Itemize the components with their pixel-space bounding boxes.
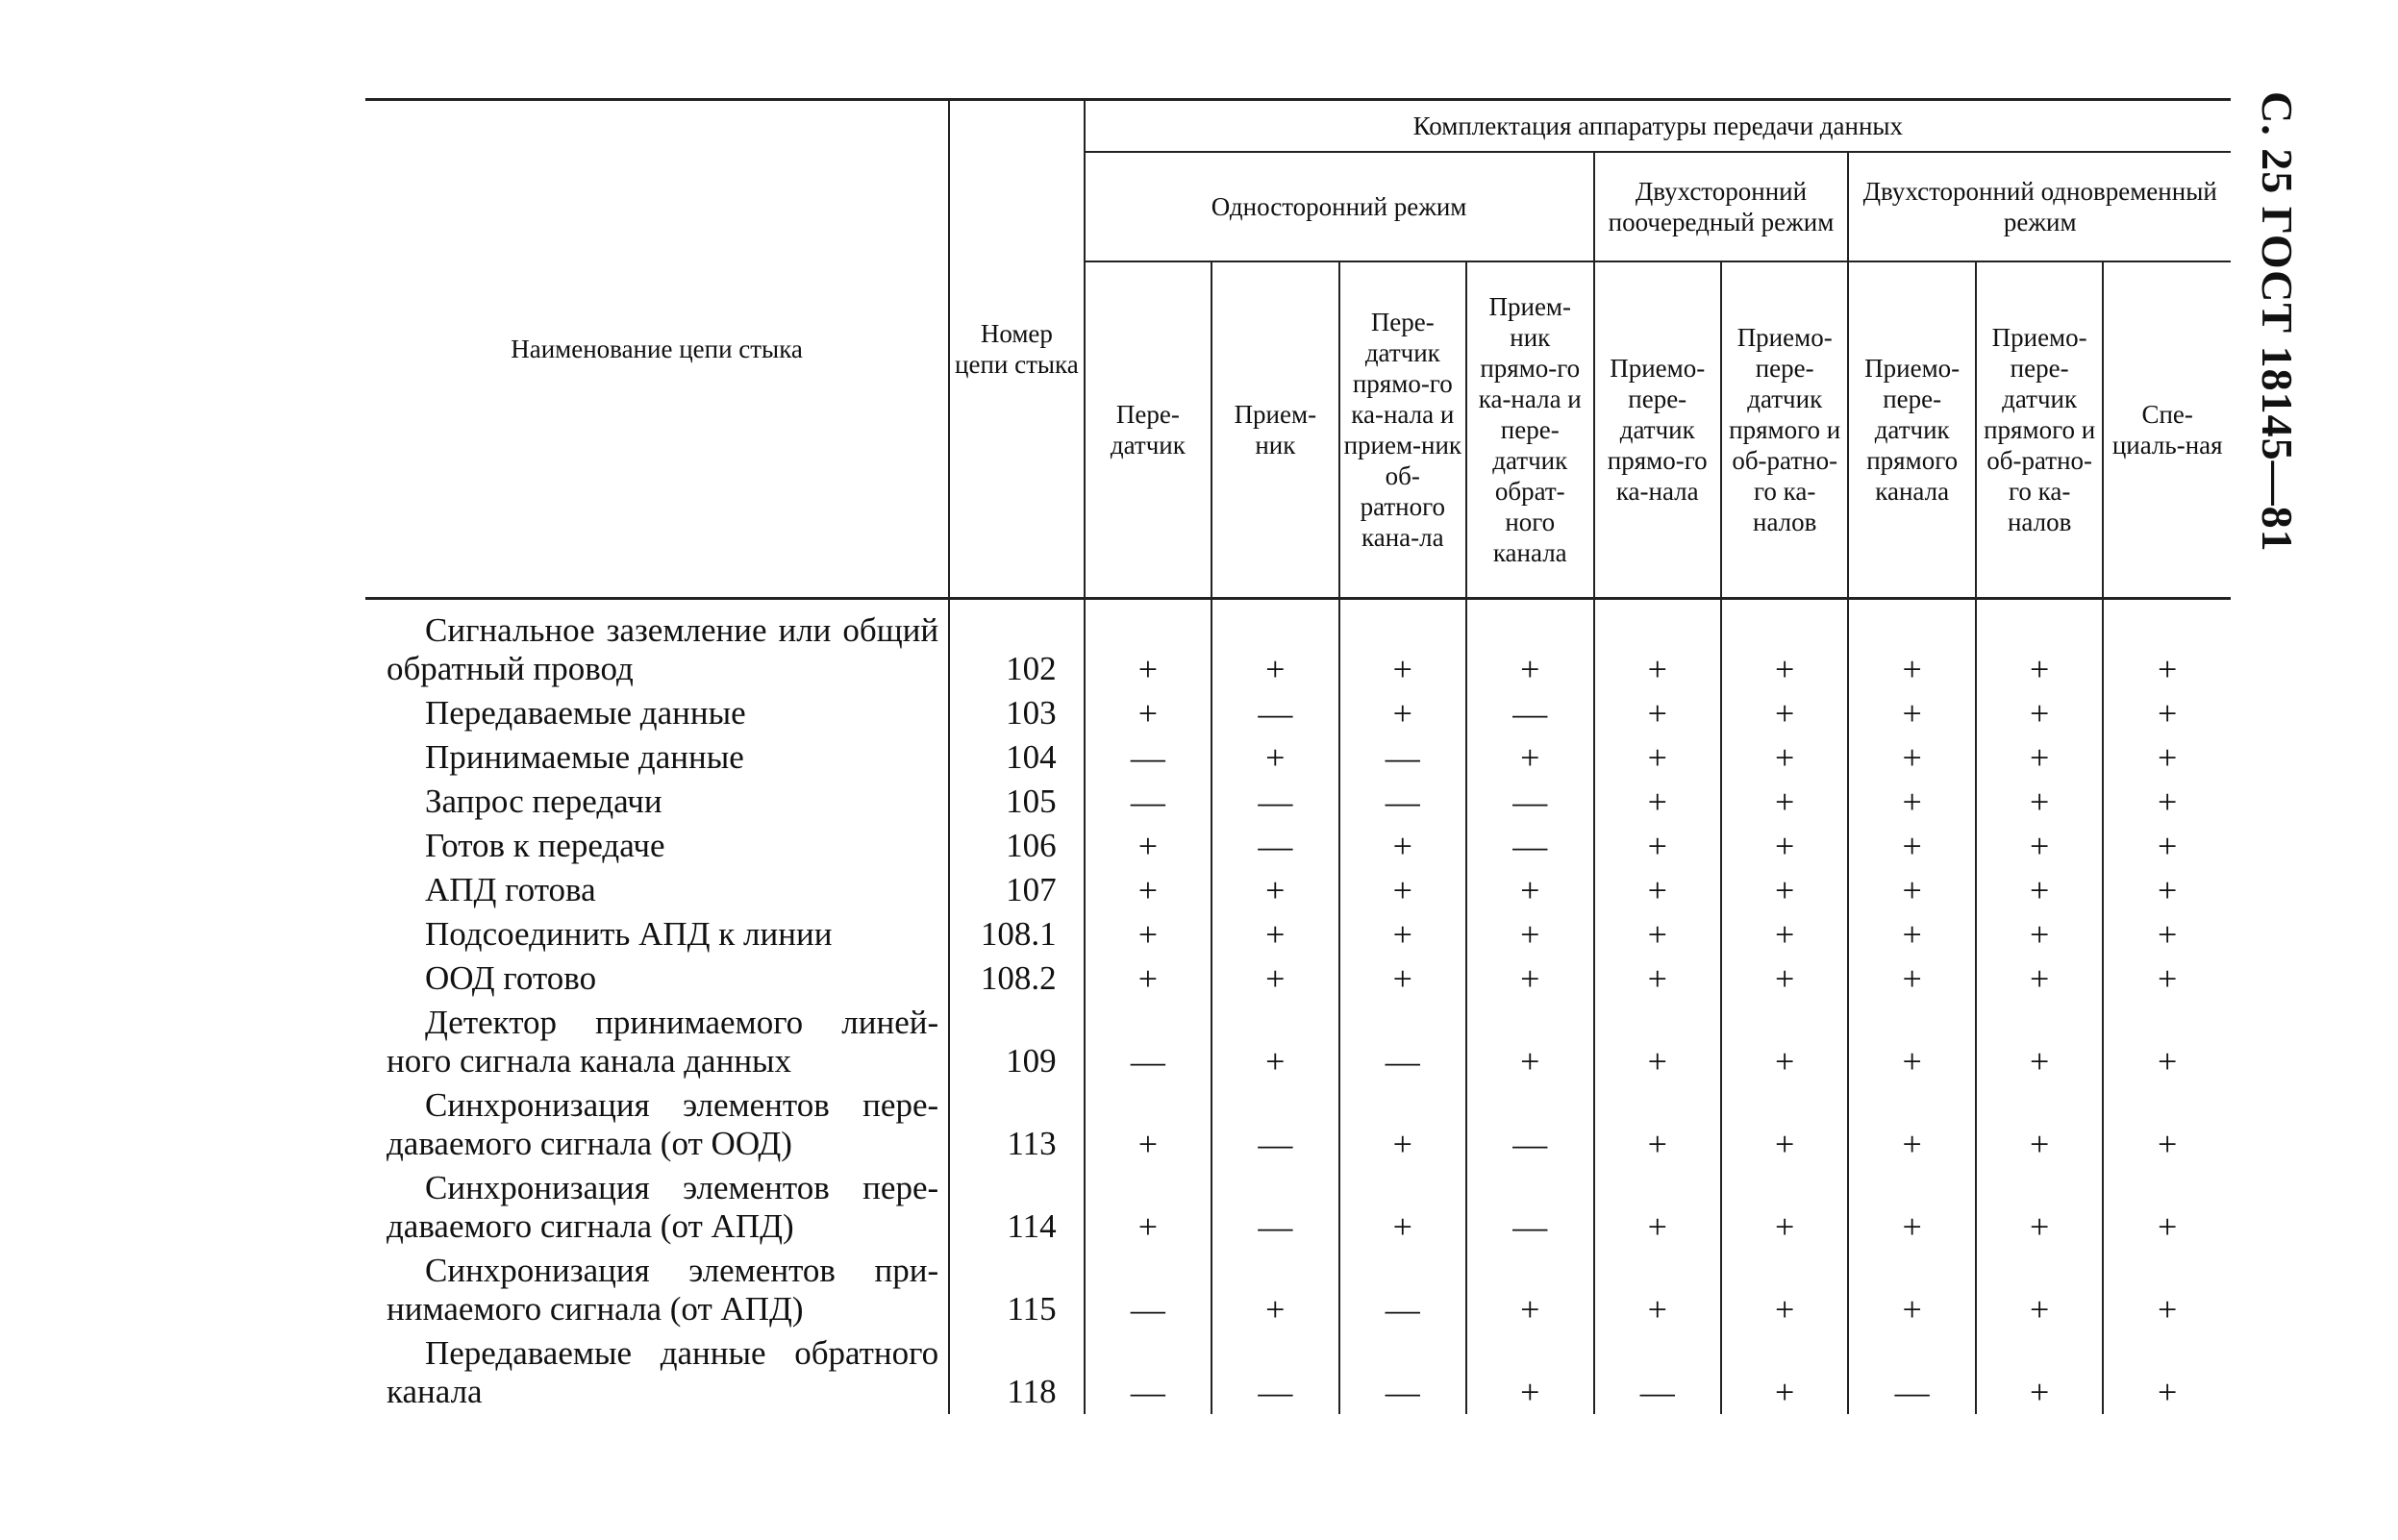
availability-mark: — <box>1211 691 1338 735</box>
availability-mark: + <box>1848 599 1975 692</box>
availability-mark: + <box>1848 1001 1975 1083</box>
availability-mark: + <box>1339 691 1466 735</box>
table-row <box>365 735 2231 780</box>
availability-mark: + <box>1085 1166 1211 1249</box>
availability-mark: + <box>1721 824 1848 868</box>
availability-mark: + <box>1848 868 1975 912</box>
table-row <box>365 824 2231 868</box>
availability-mark: + <box>1594 912 1721 956</box>
availability-mark: + <box>1721 1001 1848 1083</box>
interface-circuits-table <box>365 98 2231 1414</box>
availability-mark: + <box>1085 599 1211 692</box>
availability-mark: — <box>1085 1001 1211 1083</box>
availability-mark: + <box>1721 868 1848 912</box>
circuit-name <box>365 1001 949 1083</box>
subcolumn-header: Приемо-пере-датчик прямого канала <box>1848 261 1975 599</box>
availability-mark: + <box>1085 956 1211 1001</box>
availability-mark: + <box>2158 694 2178 733</box>
availability-mark: — <box>1085 1331 1211 1414</box>
circuit-name-text: Сигнальное заземление или общий обратный провод <box>387 611 939 687</box>
availability-mark: — <box>1594 1331 1721 1414</box>
circuit-number: 106 <box>949 824 1084 868</box>
circuit-name-text: Передаваемые данные обратного канала <box>387 1334 939 1410</box>
availability-mark: — <box>1211 1331 1338 1414</box>
availability-mark: + <box>1976 1166 2103 1249</box>
table-row <box>365 1331 2231 1414</box>
availability-mark: + <box>1211 1249 1338 1331</box>
availability-mark: + <box>1466 735 1593 780</box>
availability-mark: + <box>1976 691 2103 735</box>
circuit-name <box>365 780 949 824</box>
availability-mark: + <box>1085 1083 1211 1166</box>
availability-mark: + <box>1976 599 2103 692</box>
availability-mark: — <box>1339 735 1466 780</box>
availability-mark: + <box>1721 599 1848 692</box>
circuit-name-text: Передаваемые данные <box>425 694 746 732</box>
availability-mark: + <box>1848 1249 1975 1331</box>
availability-mark: + <box>1339 1083 1466 1166</box>
circuit-number: 118 <box>949 1331 1084 1414</box>
availability-mark: + <box>1721 1083 1848 1166</box>
availability-mark: + <box>1339 956 1466 1001</box>
availability-mark: + <box>1976 956 2103 1001</box>
availability-mark: + <box>2158 782 2178 821</box>
availability-mark: + <box>1721 1331 1848 1414</box>
circuit-name <box>365 1249 949 1331</box>
subcolumn-header: Приемо-пере-датчик прямого и об-ратно-го ка-налов <box>1721 261 1848 599</box>
availability-mark: + <box>2158 1373 2178 1411</box>
subcolumn-header: Пере-датчик прямо-го ка-нала и прием-ник об-ратного кана-ла <box>1339 261 1466 599</box>
circuit-name-text: Синхронизация элементов пере-даваемого сигнала (от АПД) <box>387 1169 939 1245</box>
availability-mark: + <box>1976 1001 2103 1083</box>
circuit-number: 113 <box>949 1083 1084 1166</box>
availability-mark: + <box>1848 912 1975 956</box>
table-row <box>365 1001 2231 1083</box>
circuit-name-text: Подсоединить АПД к линии <box>425 915 833 953</box>
availability-mark: + <box>1085 912 1211 956</box>
availability-mark: + <box>1976 868 2103 912</box>
availability-mark: — <box>1339 780 1466 824</box>
availability-mark: + <box>1594 956 1721 1001</box>
circuit-number: 102 <box>949 599 1084 692</box>
availability-mark: + <box>1339 868 1466 912</box>
availability-mark: + <box>1976 1331 2103 1414</box>
availability-mark: + <box>1848 780 1975 824</box>
page-header <box>2250 91 2356 553</box>
availability-mark: + <box>1721 956 1848 1001</box>
subcolumn-header: Пере-датчик <box>1085 261 1211 599</box>
availability-mark: + <box>1466 599 1593 692</box>
availability-mark: — <box>1085 1249 1211 1331</box>
circuit-name <box>365 912 949 956</box>
availability-mark: + <box>1976 1083 2103 1166</box>
column-header-circuit-number: Номер цепи стыка <box>949 100 1084 599</box>
circuit-name-text: ООД готово <box>425 959 597 997</box>
circuit-number: 105 <box>949 780 1084 824</box>
availability-mark: + <box>1976 912 2103 956</box>
subcolumn-header: Приемо-пере-датчик прямого и об-ратно-го ка-налов <box>1976 261 2103 599</box>
mode-header-full-duplex: Двухсторонний одновременный режим <box>1848 152 2231 261</box>
circuit-name-text: Детектор принимаемого линей-ного сигнала канала данных <box>387 1004 939 1080</box>
table-row <box>365 691 2231 735</box>
availability-mark: + <box>1594 1166 1721 1249</box>
table-row <box>365 956 2231 1001</box>
circuit-name <box>365 1166 949 1249</box>
availability-mark: + <box>1211 599 1338 692</box>
circuit-name <box>365 824 949 868</box>
availability-mark: + <box>1976 780 2103 824</box>
circuit-number: 104 <box>949 735 1084 780</box>
circuit-name-text: Синхронизация элементов пере-даваемого сигнала (от ООД) <box>387 1086 939 1162</box>
availability-mark: + <box>1721 912 1848 956</box>
availability-mark: + <box>1721 780 1848 824</box>
column-header-circuit-name: Наименование цепи стыка <box>365 100 949 599</box>
table-row <box>365 599 2231 692</box>
table-row <box>365 868 2231 912</box>
availability-mark: — <box>1211 1166 1338 1249</box>
availability-mark: + <box>1721 691 1848 735</box>
availability-mark: + <box>1721 1166 1848 1249</box>
page-number-and-standard: С. 25 ГОСТ 18145—81 <box>2253 91 2302 553</box>
availability-mark: + <box>1085 868 1211 912</box>
circuit-number: 114 <box>949 1166 1084 1249</box>
availability-mark: + <box>1848 956 1975 1001</box>
availability-mark: + <box>1976 824 2103 868</box>
availability-mark: + <box>2158 1042 2178 1080</box>
availability-mark: + <box>1211 1001 1338 1083</box>
availability-mark: + <box>1594 824 1721 868</box>
availability-mark: — <box>1339 1331 1466 1414</box>
availability-mark: — <box>1339 1249 1466 1331</box>
subcolumn-header: Прием-ник <box>1211 261 1338 599</box>
availability-mark: + <box>1466 1331 1593 1414</box>
availability-mark: + <box>2158 959 2178 998</box>
availability-mark: + <box>1211 956 1338 1001</box>
availability-mark: + <box>1594 868 1721 912</box>
availability-mark: + <box>1466 956 1593 1001</box>
circuit-name <box>365 1083 949 1166</box>
availability-mark: — <box>1085 735 1211 780</box>
circuit-name-text: Принимаемые данные <box>425 738 744 776</box>
mode-header-half-duplex: Двухсторонний поочередный режим <box>1594 152 1849 261</box>
circuit-name-text: Готов к передаче <box>425 827 665 864</box>
table-row <box>365 1166 2231 1249</box>
availability-mark: — <box>1211 780 1338 824</box>
table-row <box>365 912 2231 956</box>
table-header <box>365 100 2231 599</box>
availability-mark: + <box>2158 650 2178 688</box>
availability-mark: + <box>1848 691 1975 735</box>
subcolumn-header: Приемо-пере-датчик прямо-го ка-нала <box>1594 261 1721 599</box>
availability-mark: + <box>1211 912 1338 956</box>
availability-mark: + <box>1594 1001 1721 1083</box>
availability-mark: — <box>1466 1166 1593 1249</box>
availability-mark: — <box>1085 780 1211 824</box>
circuit-number: 115 <box>949 1249 1084 1331</box>
availability-mark: + <box>1085 691 1211 735</box>
circuit-name <box>365 868 949 912</box>
table-body <box>365 599 2231 1415</box>
subcolumn-header: Прием-ник прямо-го ка-нала и пере-датчик обрат-ного канала <box>1466 261 1593 599</box>
availability-mark: + <box>2158 1207 2178 1246</box>
availability-mark: + <box>1594 1083 1721 1166</box>
availability-mark: + <box>1339 912 1466 956</box>
availability-mark: + <box>2158 915 2178 954</box>
circuit-number: 103 <box>949 691 1084 735</box>
circuit-name <box>365 956 949 1001</box>
availability-mark: — <box>1211 824 1338 868</box>
availability-mark: + <box>1721 735 1848 780</box>
availability-mark: + <box>1211 868 1338 912</box>
circuit-number: 107 <box>949 868 1084 912</box>
circuit-number: 108.2 <box>949 956 1084 1001</box>
availability-mark: + <box>2158 871 2178 909</box>
availability-mark: + <box>1594 780 1721 824</box>
table-row <box>365 1083 2231 1166</box>
availability-mark: + <box>1085 824 1211 868</box>
circuit-name-text: Синхронизация элементов при-нимаемого сигнала (от АПД) <box>387 1252 939 1328</box>
group-header-equipment-set: Комплектация аппаратуры передачи данных <box>1085 100 2231 153</box>
availability-mark: + <box>1848 735 1975 780</box>
availability-mark: + <box>1466 912 1593 956</box>
availability-mark: + <box>1466 1249 1593 1331</box>
availability-mark: + <box>1594 735 1721 780</box>
availability-mark: + <box>2158 827 2178 865</box>
availability-mark: — <box>1211 1083 1338 1166</box>
availability-mark: + <box>1976 1249 2103 1331</box>
circuit-name <box>365 1331 949 1414</box>
availability-mark: + <box>1211 735 1338 780</box>
subcolumn-header: Спе-циаль-ная <box>2103 261 2231 599</box>
circuit-name <box>365 599 949 692</box>
availability-mark: + <box>2158 738 2178 777</box>
availability-mark: + <box>1594 1249 1721 1331</box>
availability-mark: — <box>1339 1001 1466 1083</box>
table-row <box>365 1249 2231 1331</box>
availability-mark: + <box>1594 599 1721 692</box>
availability-mark: + <box>2158 1125 2178 1163</box>
table-row <box>365 780 2231 824</box>
availability-mark: + <box>1848 824 1975 868</box>
availability-mark: + <box>1976 735 2103 780</box>
availability-mark: — <box>1848 1331 1975 1414</box>
availability-mark: + <box>1848 1083 1975 1166</box>
circuit-name <box>365 735 949 780</box>
circuit-name <box>365 691 949 735</box>
availability-mark: — <box>1466 1083 1593 1166</box>
availability-mark: + <box>1466 868 1593 912</box>
mode-header-simplex: Односторонний режим <box>1085 152 1594 261</box>
availability-mark: + <box>2158 1290 2178 1329</box>
availability-mark: + <box>1339 824 1466 868</box>
availability-mark: + <box>1721 1249 1848 1331</box>
availability-mark: — <box>1466 824 1593 868</box>
circuit-name-text: АПД готова <box>425 871 596 908</box>
circuit-number: 108.1 <box>949 912 1084 956</box>
availability-mark: + <box>1848 1166 1975 1249</box>
availability-mark: + <box>1339 1166 1466 1249</box>
circuit-name-text: Запрос передачи <box>425 782 662 820</box>
availability-mark: — <box>1466 691 1593 735</box>
availability-mark: + <box>1339 599 1466 692</box>
availability-mark: — <box>1466 780 1593 824</box>
availability-mark: + <box>1594 691 1721 735</box>
circuit-number: 109 <box>949 1001 1084 1083</box>
availability-mark: + <box>1466 1001 1593 1083</box>
